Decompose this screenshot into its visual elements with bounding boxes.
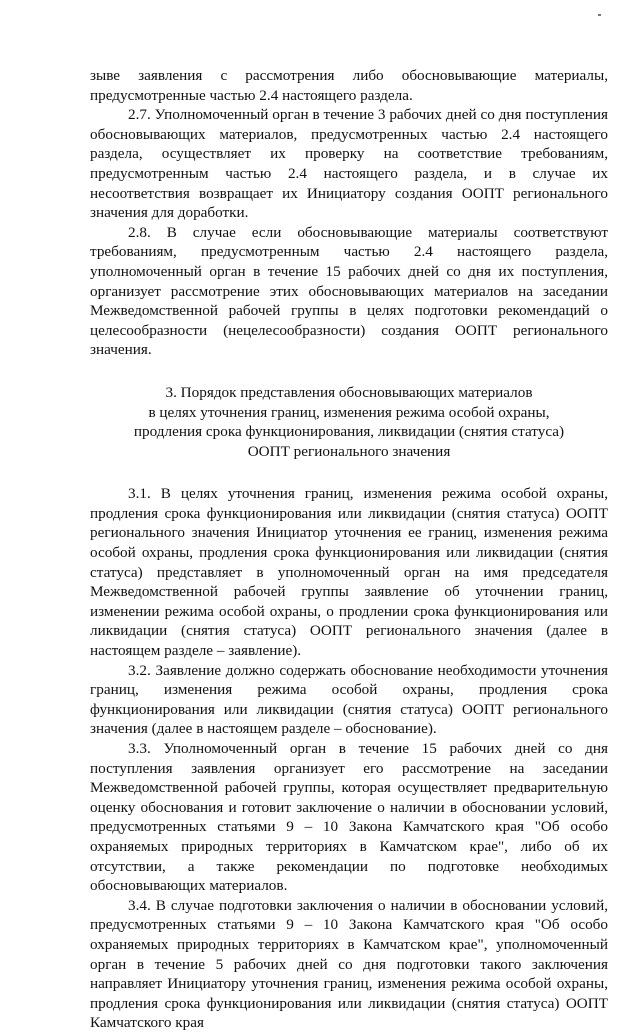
section-heading-line: продления срока функционирования, ликвидации (снятия статуса) — [133, 423, 565, 441]
section-heading-line: в целях уточнения границ, изменения режима особой охраны, — [148, 403, 550, 421]
section-heading-line: 3. Порядок представления обосновывающих материалов — [165, 383, 533, 401]
paragraph-2-7: 2.7. Уполномоченный орган в течение 3 рабочих дней со дня поступления обосновывающих материалов, предусмотренных частью 2.4 настоящего раздела, осуществляет их проверку на соответствие требованиям, предусмотренным частью 2.4 настоящего раздела, и в случае их несоответствия возвращает их Инициатору создания ООПТ регионального значения для доработки. — [90, 106, 608, 222]
document-body — [90, 66, 608, 1033]
page-mark — [598, 14, 601, 16]
paragraph-3-4: 3.4. В случае подготовки заключения о наличии в обосновании условий, предусмотренных статьями 9 – 10 Закона Камчатского края "Об особо охраняемых природных территориях в Камчатском крае", уполномоченный орган в течение 5 рабочих дней со дня подготовки такого заключения направляет Инициатору уточнения границ, изменения режима особой охраны, продления срока функционирования или ликвидации (снятия статуса) ООПТ Камчатского края — [90, 896, 608, 1032]
section-heading-line: ООПТ регионального значения — [247, 442, 451, 460]
paragraph-3-1: 3.1. В целях уточнения границ, изменения режима особой охраны, продления срока функционирования или ликвидации (снятия статуса) ООПТ регионального значения Инициатор уточнения ее границ, изменения режима особой охраны, продления срока функционирования или ликвидации (снятия статуса) представляет в уполномоченный орган на имя председателя Межведомственной рабочей группы заявление об уточнении границ, изменении режима особой охраны, о продлении срока функционирования или ликвидации (снятия статуса) ООПТ регионального значения (далее в настоящем разделе – заявление). — [90, 485, 608, 660]
paragraph-2-8: 2.8. В случае если обосновывающие материалы соответствуют требованиям, предусмотренным частью 2.4 настоящего раздела, уполномоченный орган в течение 15 рабочих дней со дня их поступления, организует рассмотрение этих обосновывающих материалов на заседании Межведомственной рабочей группы в целях подготовки рекомендаций о целесообразности (нецелесообразности) создания ООПТ регионального значения. — [90, 223, 608, 359]
section-heading — [90, 383, 608, 461]
paragraph-3-2: 3.2. Заявление должно содержать обоснование необходимости уточнения границ, изменения режима особой охраны, продления срока функционирования или ликвидации (снятия статуса) ООПТ регионального значения (далее в настоящем разделе – обоснование). — [90, 661, 608, 738]
paragraph-continuation: зыве заявления с рассмотрения либо обосновывающие материалы, предусмотренные частью 2.4 настоящего раздела. — [90, 67, 608, 104]
paragraph-3-3: 3.3. Уполномоченный орган в течение 15 рабочих дней со дня поступления заявления организует его рассмотрение на заседании Межведомственной рабочей группы, которая осуществляет предварительную оценку обоснования и готовит заключение о наличии в обосновании условий, предусмотренных статьями 9 – 10 Закона Камчатского края "Об особо охраняемых природных территориях в Камчатском крае", либо об их отсутствии, а также рекомендации по подготовке необходимых обосновывающих материалов. — [90, 740, 608, 895]
